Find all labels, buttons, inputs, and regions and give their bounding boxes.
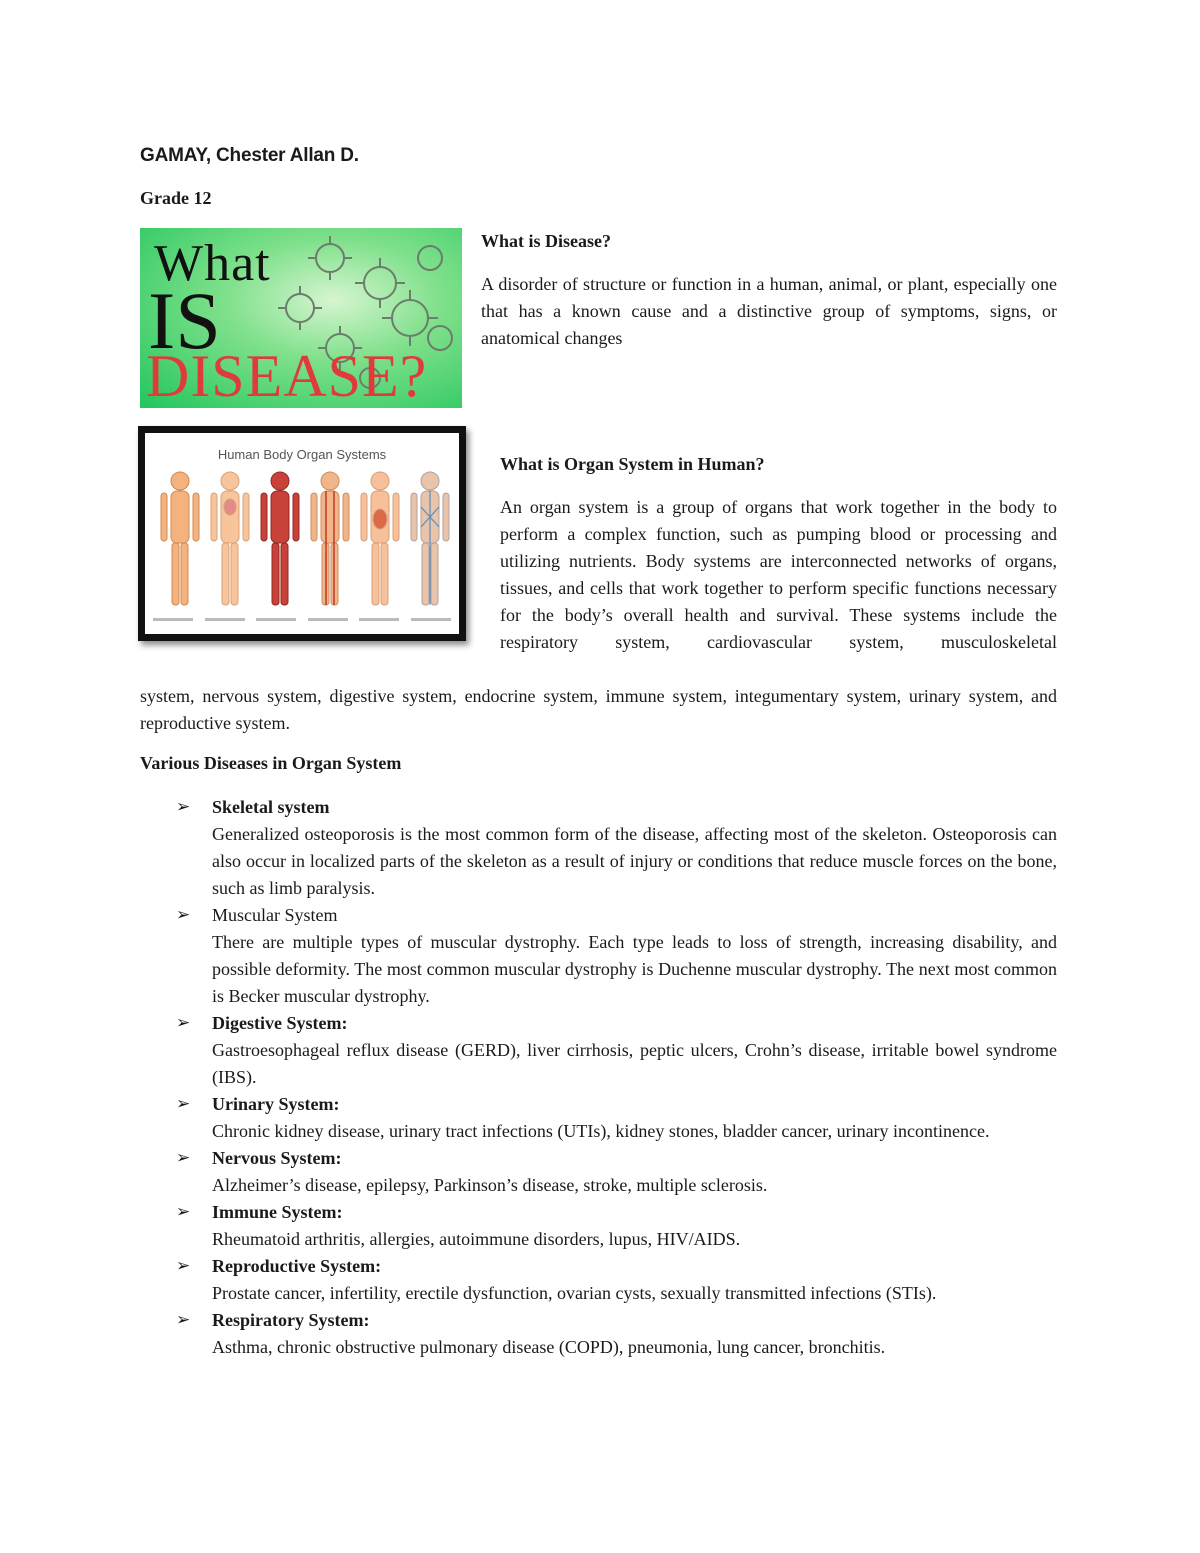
image-word-what: What bbox=[154, 235, 271, 292]
arrow-bullet-icon: ➢ bbox=[176, 1310, 191, 1330]
list-item-title: Urinary System: bbox=[212, 1094, 340, 1114]
list-item-description: Chronic kidney disease, urinary tract infections (UTIs), kidney stones, bladder cancer, urinary incontinence. bbox=[212, 1121, 990, 1141]
list-item-description: Prostate cancer, infertility, erectile dysfunction, ovarian cysts, sexually transmitted infections (STIs). bbox=[212, 1283, 937, 1303]
list-item-respiratory bbox=[140, 1307, 1057, 1361]
list-item-muscular bbox=[140, 902, 1057, 1010]
list-item-nervous bbox=[140, 1145, 1057, 1199]
image-word-is: IS bbox=[148, 275, 221, 366]
list-item-title: Reproductive System: bbox=[212, 1256, 382, 1276]
list-item-description: Gastroesophageal reflux disease (GERD), liver cirrhosis, peptic ulcers, Crohn’s disease, irritable bowel syndrome (IBS). bbox=[212, 1040, 1057, 1087]
arrow-bullet-icon: ➢ bbox=[176, 1094, 191, 1114]
list-item-immune bbox=[140, 1199, 1057, 1253]
human-figures-illustration bbox=[145, 467, 459, 627]
list-item-title: Skeletal system bbox=[212, 797, 330, 817]
list-item-title: Nervous System: bbox=[212, 1148, 342, 1168]
organ-systems-caption: Human Body Organ Systems bbox=[217, 447, 387, 462]
list-item-skeletal bbox=[140, 794, 1057, 902]
list-item-title: Respiratory System: bbox=[212, 1310, 370, 1330]
heading-various-diseases: Various Diseases in Organ System bbox=[140, 753, 402, 773]
list-item-title: Muscular System bbox=[212, 905, 338, 925]
list-item-description: Alzheimer’s disease, epilepsy, Parkinson’s disease, stroke, multiple sclerosis. bbox=[212, 1175, 768, 1195]
organ-system-paragraph-part2: system, nervous system, digestive system, endocrine system, immune system, integumentary system, urinary system, and reproductive system. bbox=[140, 686, 1057, 733]
grade-level: Grade 12 bbox=[140, 188, 212, 208]
list-item-description: Rheumatoid arthritis, allergies, autoimmune disorders, lupus, HIV/AIDS. bbox=[212, 1229, 741, 1249]
list-item-urinary bbox=[140, 1091, 1057, 1145]
list-item-title: Immune System: bbox=[212, 1202, 343, 1222]
what-is-disease-image bbox=[140, 228, 462, 408]
arrow-bullet-icon: ➢ bbox=[176, 1013, 191, 1033]
heading-organ-system: What is Organ System in Human? bbox=[500, 454, 765, 474]
list-item-digestive bbox=[140, 1010, 1057, 1091]
list-item-description: Generalized osteoporosis is the most common form of the disease, affecting most of the skeleton. Osteoporosis can also occur in localized parts of the skeleton as a result of injury or conditions that reduce muscle forces on the bone, such as limb paralysis. bbox=[212, 824, 1057, 898]
disease-definition: A disorder of structure or function in a human, animal, or plant, especially one that has a known cause and a distinctive group of symptoms, signs, or anatomical changes bbox=[481, 274, 1057, 348]
organ-systems-image bbox=[138, 426, 466, 641]
arrow-bullet-icon: ➢ bbox=[176, 1148, 191, 1168]
heading-what-is-disease: What is Disease? bbox=[481, 231, 611, 251]
list-item-title: Digestive System: bbox=[212, 1013, 348, 1033]
figure-labels bbox=[153, 618, 451, 624]
organ-system-paragraph-part1: An organ system is a group of organs that work together in the body to perform a complex function, such as pumping blood or processing and utilizing nutrients. Body systems are interconnected networks of organs, tissues, and cells that work together to perform specific functions necessary for the body’s overall health and survival. These systems include the respiratory system, cardiovascular system, musculoskeletal bbox=[500, 497, 1057, 652]
list-item-description: Asthma, chronic obstructive pulmonary disease (COPD), pneumonia, lung cancer, bronchitis. bbox=[212, 1337, 886, 1357]
disease-list bbox=[140, 794, 1057, 1361]
student-name: GAMAY, Chester Allan D. bbox=[140, 145, 359, 166]
arrow-bullet-icon: ➢ bbox=[176, 1256, 191, 1276]
arrow-bullet-icon: ➢ bbox=[176, 797, 191, 817]
image-word-disease: DISEASE? bbox=[146, 343, 428, 408]
arrow-bullet-icon: ➢ bbox=[176, 1202, 191, 1222]
list-item-description: There are multiple types of muscular dystrophy. Each type leads to loss of strength, increasing disability, and possible deformity. The most common muscular dystrophy is Duchenne muscular dystrophy. The next most common is Becker muscular dystrophy. bbox=[212, 932, 1057, 1006]
list-item-reproductive bbox=[140, 1253, 1057, 1307]
arrow-bullet-icon: ➢ bbox=[176, 905, 191, 925]
